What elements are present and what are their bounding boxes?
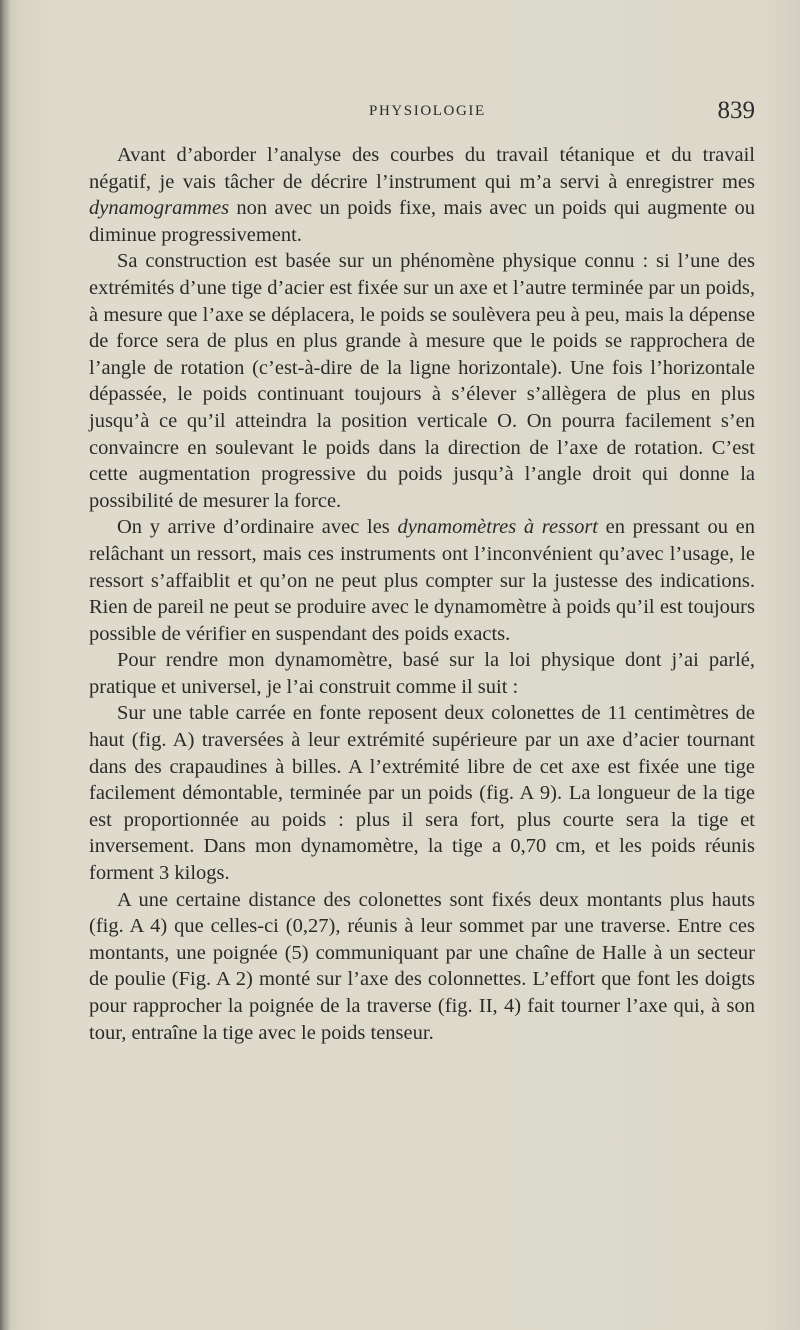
- paragraph-2: [89, 248, 755, 514]
- running-title: PHYSIOLOGIE: [369, 103, 486, 119]
- paragraph-6: [89, 887, 755, 1047]
- page-number: 839: [717, 97, 755, 124]
- text-segment: Avant d’aborder l’analyse des courbes du travail tétanique et du travail négatif, je vais tâcher de décrire l’instrument qui m’a servi à enregistrer mes: [89, 144, 755, 193]
- page-header: [89, 97, 755, 126]
- text-segment: On y arrive d’ordinaire avec les: [117, 516, 398, 539]
- page-binding-edge: [0, 0, 10, 1330]
- text-segment: Pour rendre mon dynamomètre, basé sur la loi physique dont j’ai parlé, pratique et universel, je l’ai construit comme il suit :: [89, 649, 755, 698]
- paragraph-1: [89, 142, 755, 248]
- text-segment: non avec un poids fixe, mais avec un poids qui augmente ou diminue progressivement.: [89, 197, 755, 246]
- text-segment: A une certaine distance des colonettes sont fixés deux montants plus hauts (fig. A 4) que celles-ci (0,27), réunis à leur sommet par une traverse. Entre ces montants, une poignée (5) communiquant par une chaîne de Halle à un secteur de poulie (Fig. A 2) monté sur l’axe des colonnettes. L’effort que font les doigts pour rapprocher la poignée de la traverse (fig. II, 4) fait tourner l’axe qui, à son tour, entraîne la tige avec le poids tenseur.: [89, 888, 755, 1044]
- text-segment: en pressant ou en relâchant un ressort, mais ces instruments ont l’inconvénient qu’avec l’usage, le ressort s’affaiblit et qu’on ne peut plus compter sur la justesse des indications. Rien de pareil ne peut se produire avec le dynamomètre à poids qu’il est toujours possible de vérifier en suspendant des poids exacts.: [89, 516, 755, 645]
- paragraph-3: [89, 514, 755, 647]
- italic-term-dynamometres-a-ressort: dynamomètres à ressort: [397, 516, 598, 539]
- italic-term-dynamogrammes: dynamogrammes: [89, 197, 230, 220]
- body-text: [89, 142, 755, 1046]
- text-segment: Sur une table carrée en fonte reposent deux colonettes de 11 centimètres de haut (fig. A) traversées à leur extrémité supérieure par un axe d’acier tournant dans des crapaudines à billes. A l’extrémité libre de cet axe est fixée une tige facilement démontable, terminée par un poids (fig. A 9). La longueur de la tige est proportionnée au poids : plus il sera fort, plus courte sera la tige et inversement. Dans mon dynamomètre, la tige a 0,70 cm, et les poids réunis forment 3 kilogs.: [89, 702, 755, 885]
- paragraph-4: [89, 647, 755, 700]
- text-segment: Sa construction est basée sur un phénomène physique connu : si l’une des extrémités d’une tige d’acier est fixée sur un axe et l’autre terminée par un poids, à mesure que l’axe se déplacera, le poids se soulèvera peu à peu, mais la dépense de force sera de plus en plus grande à mesure que le poids se rapprochera de l’angle de rotation (c’est-à-dire de la ligne horizontale). Une fois l’horizontale dépassée, le poids continuant toujours à s’élever s’allègera de plus en plus jusqu’à ce qu’il atteindra la position verticale O. On pourra facilement s’en convaincre en soulevant le poids dans la direction de l’axe de rotation. C’est cette augmentation progressive du poids jusqu’à l’angle droit qui donne la possibilité de mesurer la force.: [89, 250, 755, 512]
- paragraph-5: [89, 700, 755, 886]
